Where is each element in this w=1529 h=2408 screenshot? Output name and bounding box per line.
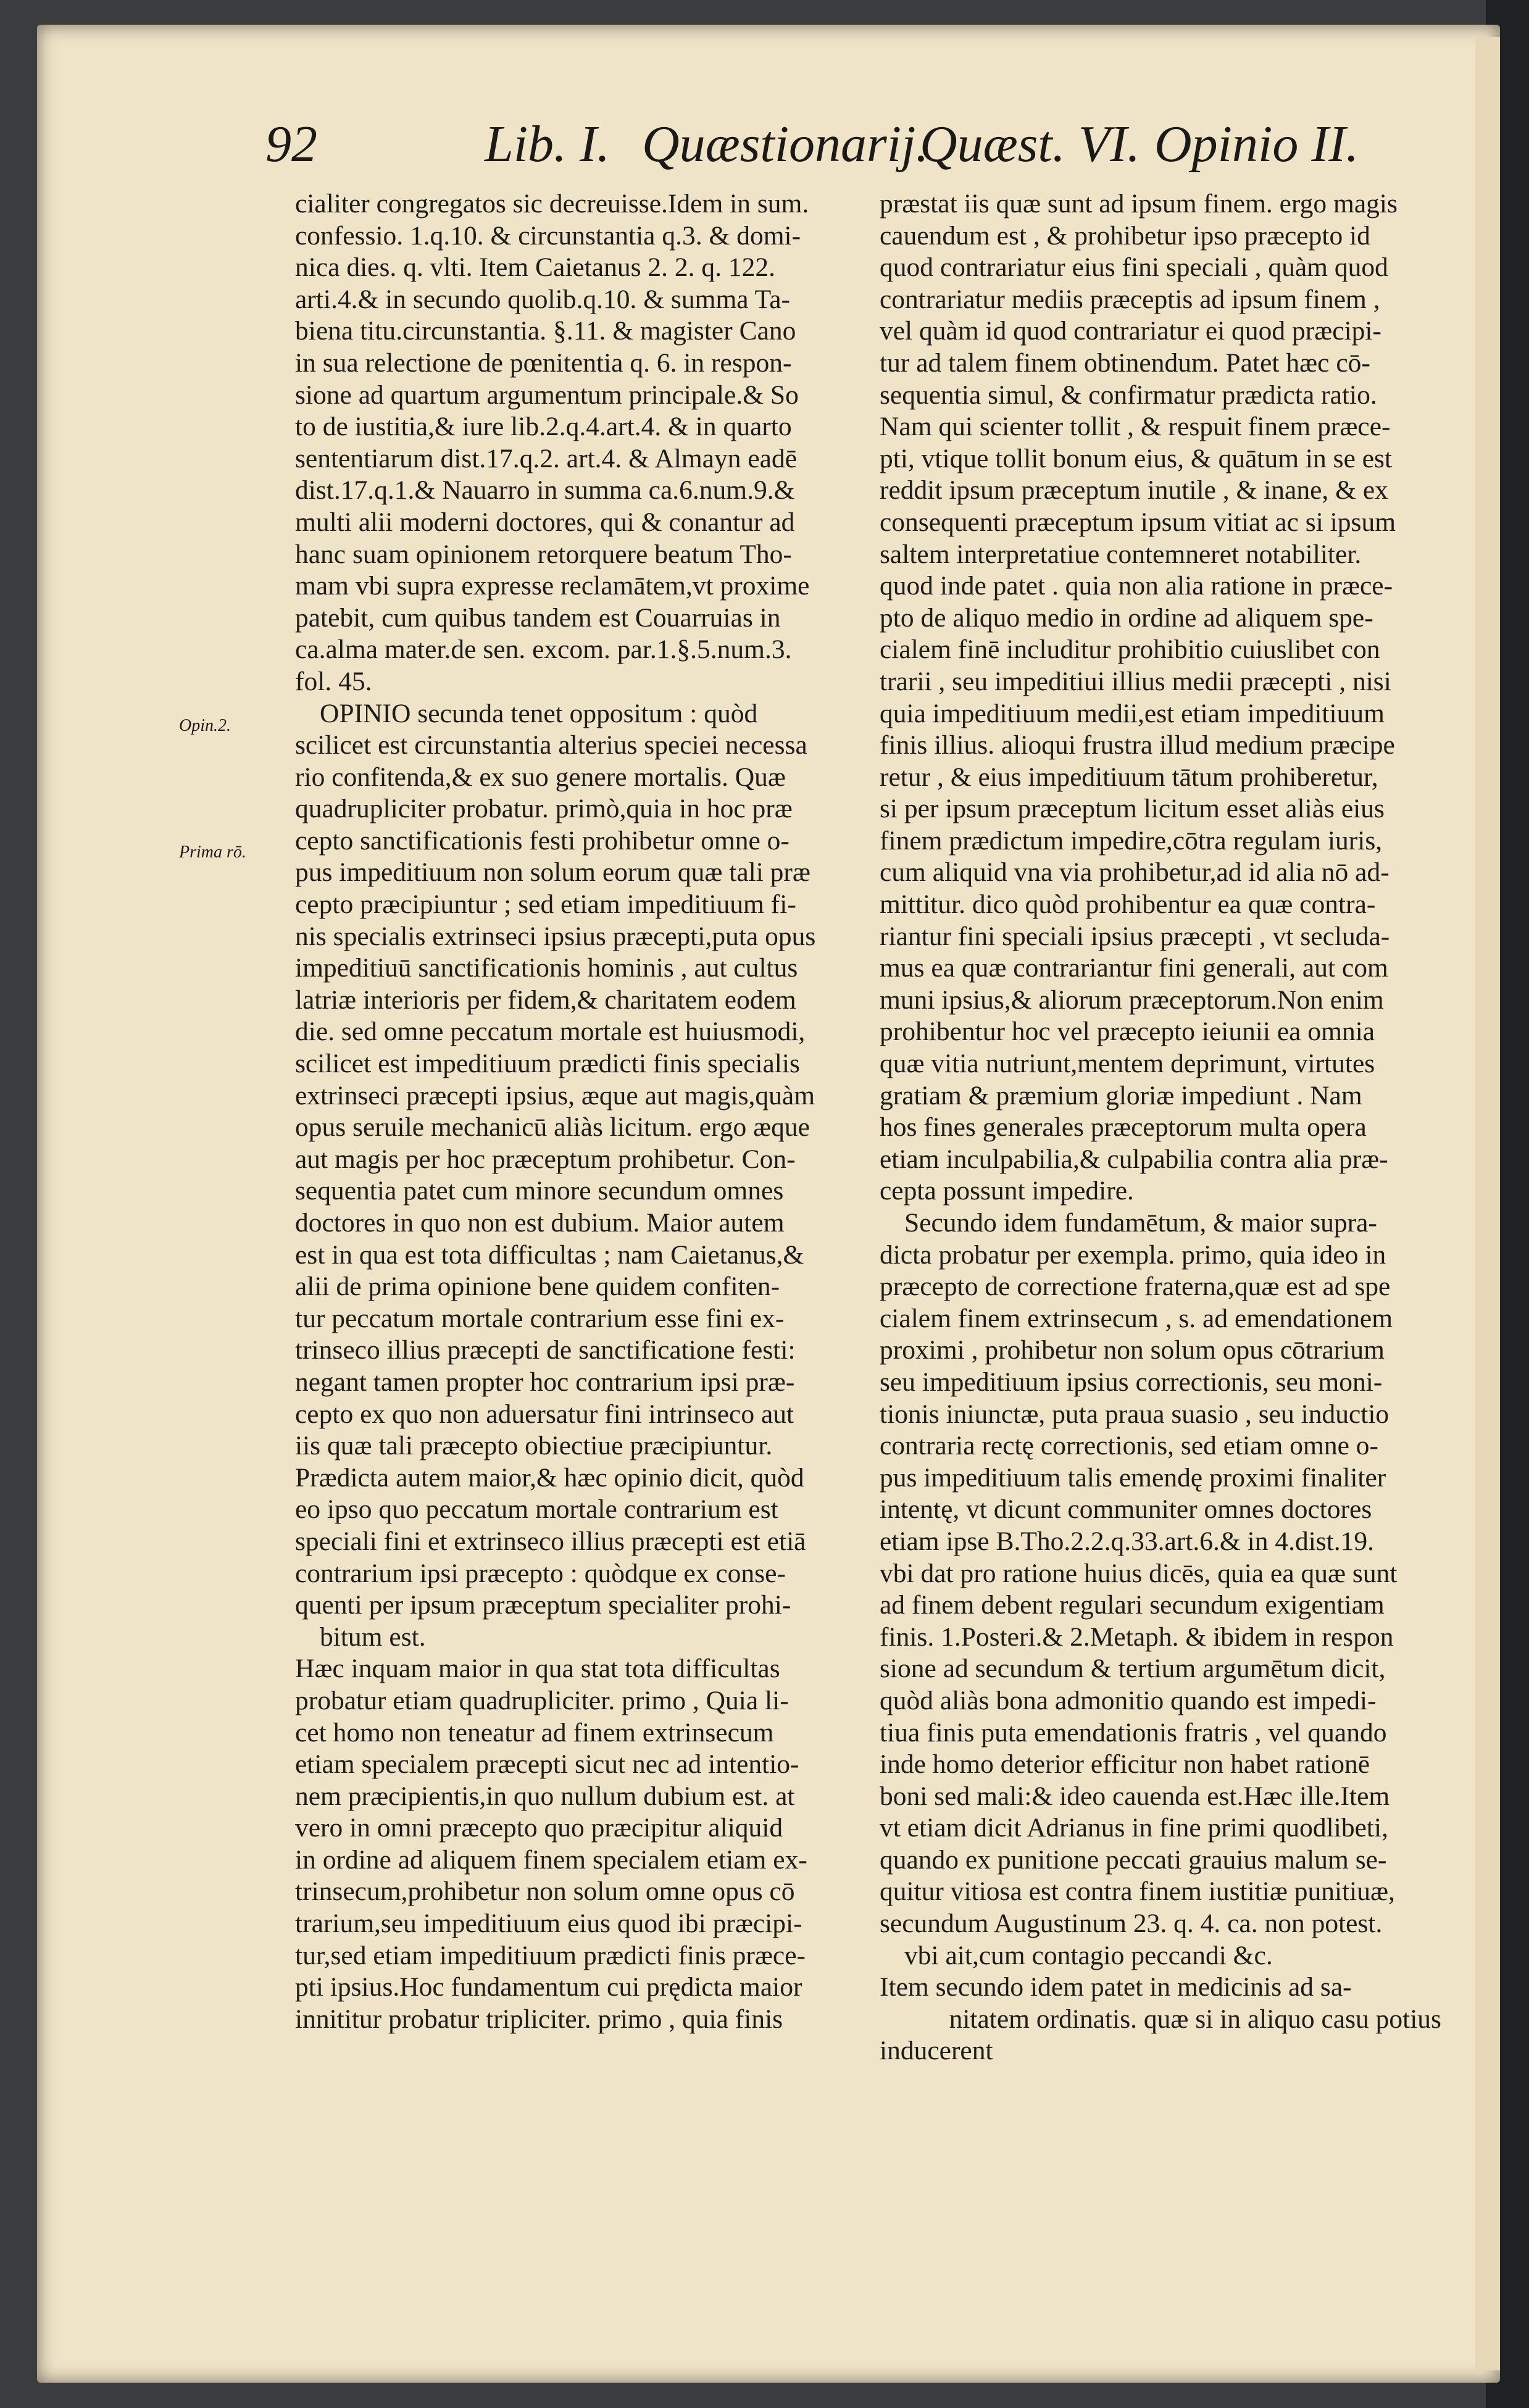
text-line: trinsecum,prohibetur non solum omne opus cō <box>295 1877 795 1907</box>
text-line: cialem finem extrinsecum , s. ad emendationem <box>880 1303 1393 1333</box>
text-line: arti.4.& in secundo quolib.q.10. & summa Ta- <box>295 284 791 314</box>
text-line: cialiter congregatos sic decreuisse.Idem in sum. <box>295 189 809 219</box>
margin-note-opin: Opin.2. <box>179 716 231 735</box>
text-line: aut magis per hoc præceptum prohibetur. Con- <box>295 1144 796 1174</box>
text-line: reddit ipsum præceptum inutile , & inane, & ex <box>880 475 1388 506</box>
text-line: sententiarum dist.17.q.2. art.4. & Almayn eadē <box>295 443 798 473</box>
text-line: cepta possunt impedire. <box>880 1176 1134 1206</box>
text-line: contraria rectę correctionis, sed etiam omne o- <box>880 1431 1378 1461</box>
text-line: riantur fini speciali ipsius præcepti , vt secluda- <box>880 921 1390 951</box>
text-line: dicta probatur per exempla. primo, quia ideo in <box>880 1239 1386 1270</box>
text-line: OPINIO secunda tenet oppositum : quòd <box>320 698 758 728</box>
text-line: confessio. 1.q.10. & circunstantia q.3. & domi- <box>295 220 801 251</box>
text-line: nitatem ordinatis. quæ si in aliquo casu potius <box>949 2004 1441 2034</box>
text-line: sequentia patet cum minore secundum omnes <box>295 1176 784 1206</box>
text-line: in ordine ad aliquem finem specialem etiam ex- <box>295 1844 807 1875</box>
text-line: si per ipsum præceptum licitum esset aliàs eius <box>880 794 1385 824</box>
text-line: tiua finis puta emendationis fratris , vel quando <box>880 1717 1387 1748</box>
header-questionary: Quæstionarij. <box>642 115 929 173</box>
right-column <box>880 188 1441 2067</box>
text-line: vt etiam dicit Adrianus in fine primi quodlibeti, <box>880 1813 1388 1843</box>
text-line: nis specialis extrinseci ipsius præcepti,puta opus <box>295 921 816 951</box>
text-line: tur ad talem finem obtinendum. Patet hæc cō- <box>880 348 1370 378</box>
header-quaest: Quæst. VI. <box>920 115 1140 173</box>
text-line: scilicet est circunstantia alterius speciei necessa <box>295 730 807 760</box>
text-line: die. sed omne peccatum mortale est huiusmodi, <box>295 1017 806 1047</box>
text-line: boni sed mali:& ideo cauenda est.Hæc ille.Item <box>880 1781 1390 1811</box>
text-line: proximi , prohibetur non solum opus cōtrarium <box>880 1335 1385 1365</box>
text-line: finis. 1.Posteri.& 2.Metaph. & ibidem in respon <box>880 1622 1394 1652</box>
text-line: vbi ait,cum contagio peccandi &c. <box>904 1940 1273 1970</box>
text-line: cepto ex quo non aduersatur fini intrinseco aut <box>295 1399 794 1429</box>
text-line: sequentia simul, & confirmatur prædicta ratio. <box>880 380 1377 410</box>
text-line: ad finem debent regulari secundum exigentiam <box>880 1590 1385 1620</box>
text-line: nem præcipientis,in quo nullum dubium est. at <box>295 1781 795 1811</box>
text-line: est in qua est tota difficultas ; nam Caietanus,& <box>295 1239 804 1270</box>
text-line: Nam qui scienter tollit , & respuit finem præce- <box>880 412 1391 442</box>
text-line: inducerent <box>880 2036 993 2066</box>
text-line: pto de aliquo medio in ordine ad aliquem spe- <box>880 602 1373 633</box>
text-line: quenti per ipsum præceptum specialiter prohi- <box>295 1590 791 1620</box>
text-line: vbi dat pro ratione huius dicēs, quia ea quæ sunt <box>880 1558 1398 1588</box>
text-line: quod contrariatur eius fini speciali , quàm quod <box>880 252 1388 283</box>
text-line: etiam specialem præcepti sicut nec ad intentio- <box>295 1749 799 1780</box>
text-line: consequenti præceptum ipsum vitiat ac si ipsum <box>880 507 1396 537</box>
text-line: pus impeditiuum talis emendę proximi finaliter <box>880 1462 1386 1493</box>
text-line: quadrupliciter probatur. primò,quia in hoc præ <box>295 794 793 824</box>
text-line: finis illius. alioqui frustra illud medium præcipe <box>880 730 1395 760</box>
text-line: tur,sed etiam impeditiuum prædicti finis præce- <box>295 1940 806 1970</box>
text-line: quia impeditiuum medii,est etiam impeditiuum <box>880 698 1385 728</box>
text-line: ca.alma mater.de sen. excom. par.1.§.5.num.3. <box>295 635 792 665</box>
text-line: retur , & eius impeditiuum tātum prohiberetur, <box>880 762 1378 792</box>
text-line: latriæ interioris per fidem,& charitatem eodem <box>295 985 796 1015</box>
text-line: quæ vitia nutriunt,mentem deprimunt, virtutes <box>880 1049 1375 1079</box>
text-line: quòd aliàs bona admonitio quando est impedi- <box>880 1685 1377 1715</box>
text-line: opus seruile mechanicū aliàs licitum. ergo æque <box>295 1112 810 1143</box>
text-line: etiam inculpabilia,& culpabilia contra alia præ- <box>880 1144 1388 1174</box>
text-line: vero in omni præcepto quo præcipitur aliquid <box>295 1813 783 1843</box>
text-line: intentę, vt dicunt communiter omnes doctores <box>880 1494 1372 1525</box>
text-line: contrariatur mediis præceptis ad ipsum finem , <box>880 284 1380 314</box>
text-line: quod inde patet . quia non alia ratione in præce- <box>880 571 1393 601</box>
text-line: eo ipso quo peccatum mortale contrarium est <box>295 1494 778 1525</box>
text-line: cet homo non teneatur ad finem extrinsecum <box>295 1717 774 1748</box>
text-line: trarii , seu impeditiui illius medii præcepti , nisi <box>880 666 1391 696</box>
text-line: innititur probatur tripliciter. primo , quia finis <box>295 2004 783 2034</box>
text-line: impeditiuū sanctificationis hominis , aut cultus <box>295 953 798 983</box>
running-header <box>265 114 1358 182</box>
text-line: finem prædictum impedire,cōtra regulam iuris, <box>880 825 1383 856</box>
text-line: mittitur. dico quòd prohibentur ea quæ contra- <box>880 889 1376 920</box>
text-line: rio confitenda,& ex suo genere mortalis. Quæ <box>295 762 786 792</box>
text-line: iis quæ tali præcepto obiectiue præcipiuntur. <box>295 1431 773 1461</box>
text-line: gratiam & præmium gloriæ impediunt . Nam <box>880 1080 1362 1110</box>
text-line: etiam ipse B.Tho.2.2.q.33.art.6.& in 4.dist.19. <box>880 1526 1375 1556</box>
text-line: to de iustitia,& iure lib.2.q.4.art.4. & in quarto <box>295 412 792 442</box>
header-opinio: Opinio II. <box>1154 115 1359 173</box>
text-line: nica dies. q. vlti. Item Caietanus 2. 2. q. 122. <box>295 252 776 283</box>
text-line: cialem finē includitur prohibitio cuiuslibet con <box>880 635 1380 665</box>
text-line: dist.17.q.1.& Nauarro in summa ca.6.num.9.& <box>295 475 795 506</box>
text-line: pus impeditiuum non solum eorum quæ tali præ <box>295 857 810 888</box>
text-line: seu impeditiuum ipsius correctionis, seu moni- <box>880 1367 1383 1397</box>
text-line: extrinseci præcepti ipsius, æque aut magis,quàm <box>295 1080 815 1110</box>
margin-note-prima: Prima rō. <box>179 843 246 862</box>
text-line: multi alii moderni doctores, qui & conantur ad <box>295 507 795 537</box>
text-line: mus ea quæ contrariantur fini generali, aut com <box>880 953 1388 983</box>
text-line: scilicet est impeditiuum prædicti finis specialis <box>295 1049 800 1079</box>
text-line: Hæc inquam maior in qua stat tota difficultas <box>295 1654 780 1684</box>
text-line: saltem interpretatiue contemneret notabiliter. <box>880 539 1362 569</box>
text-line: Prædicta autem maior,& hæc opinio dicit, quòd <box>295 1462 804 1493</box>
text-line: pti ipsius.Hoc fundamentum cui prędicta maior <box>295 1972 802 2002</box>
text-line: tionis iniunctæ, puta praua suasio , seu inductio <box>880 1399 1389 1429</box>
text-line: Item secundo idem patet in medicinis ad sa- <box>880 1972 1352 2002</box>
text-line: mam vbi supra expresse reclamātem,vt proxime <box>295 571 810 601</box>
left-column <box>295 188 869 2035</box>
text-line: Secundo idem fundamētum, & maior supra- <box>904 1208 1377 1238</box>
text-line: cum aliquid vna via prohibetur,ad id alia nō ad- <box>880 857 1389 888</box>
text-line: muni ipsius,& aliorum præceptorum.Non enim <box>880 985 1384 1015</box>
text-line: hos fines generales præceptorum multa opera <box>880 1112 1367 1143</box>
text-line: bitum est. <box>320 1622 426 1652</box>
text-line: quando ex punitione peccati grauius malum se- <box>880 1844 1387 1875</box>
text-line: cepto præcipiuntur ; sed etiam impeditiuum fi- <box>295 889 796 920</box>
text-line: sione ad secundum & tertium argumētum dicit, <box>880 1654 1386 1684</box>
text-line: secundum Augustinum 23. q. 4. ca. non potest. <box>880 1909 1383 1939</box>
text-line: speciali fini et extrinseco illius præcepti est etiā <box>295 1526 806 1556</box>
text-line: præstat iis quæ sunt ad ipsum finem. ergo magis <box>880 189 1398 219</box>
text-line: in sua relectione de pœnitentia q. 6. in respon- <box>295 348 792 378</box>
text-line: cauendum est , & prohibetur ipso præcepto id <box>880 220 1370 251</box>
text-line: vel quàm id quod contrariatur ei quod præcipi- <box>880 316 1381 346</box>
header-lib: Lib. I. <box>485 115 610 173</box>
page-number: 92 <box>265 115 317 173</box>
text-line: quitur vitiosa est contra finem iustitiæ punitiuæ, <box>880 1877 1395 1907</box>
text-line: cepto sanctificationis festi prohibetur omne o- <box>295 825 789 856</box>
text-line: patebit, cum quibus tandem est Couarruias in <box>295 602 781 633</box>
text-line: trarium,seu impeditiuum eius quod ibi præcipi- <box>295 1909 802 1939</box>
text-line: doctores in quo non est dubium. Maior autem <box>295 1208 785 1238</box>
page-edge <box>1475 37 1500 2370</box>
text-line: prohibentur hoc vel præcepto ieiunii ea omnia <box>880 1017 1375 1047</box>
text-line: alii de prima opinione bene quidem confiten- <box>295 1272 780 1302</box>
text-line: trinseco illius præcepti de sanctificatione festi: <box>295 1335 796 1365</box>
text-line: tur peccatum mortale contrarium esse fini ex- <box>295 1303 785 1333</box>
text-line: inde homo deterior efficitur non habet rationē <box>880 1749 1370 1780</box>
text-line: contrarium ipsi præcepto : quòdque ex conse- <box>295 1558 786 1588</box>
text-line: hanc suam opinionem retorquere beatum Tho- <box>295 539 792 569</box>
text-line: præcepto de correctione fraterna,quæ est ad spe <box>880 1272 1391 1302</box>
text-line: negant tamen propter hoc contrarium ipsi præ- <box>295 1367 795 1397</box>
text-line: pti, vtique tollit bonum eius, & quātum in se est <box>880 443 1393 473</box>
text-line: fol. 45. <box>295 666 372 696</box>
text-line: sione ad quartum argumentum principale.& So <box>295 380 799 410</box>
text-line: biena titu.circunstantia. §.11. & magister Cano <box>295 316 796 346</box>
text-line: probatur etiam quadrupliciter. primo , Quia li- <box>295 1685 789 1715</box>
